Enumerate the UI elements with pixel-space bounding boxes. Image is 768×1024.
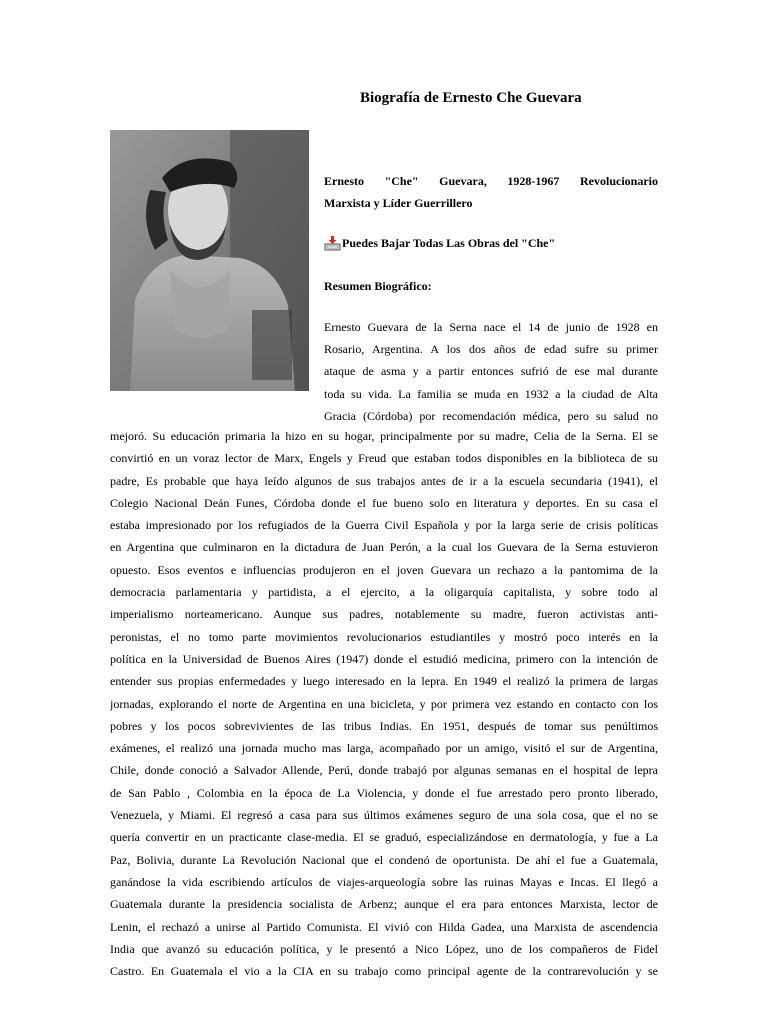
text-line: opuesto. Esos eventos e influencias produjeron en el joven Guevara un rechazo a la pantomima de la	[110, 562, 658, 577]
text-line: ataque de asma y a partir entonces sufrió de ese mal durante	[324, 364, 658, 379]
text-line: exámenes, el realizó una jornada mucho mas larga, acompañado por un amigo, visitó el sur de Argentina,	[110, 741, 658, 756]
text-line: jornadas, explorando el norte de Argentina en una bicicleta, y por primera vez estando en contacto con los	[110, 696, 658, 711]
text-line: Colegio Nacional Deán Funes, Córdoba donde el fue bueno solo en literatura y deportes. En su casa el	[110, 495, 658, 510]
summary-label: Resumen Biográfico:	[324, 279, 432, 293]
text-line: Castro. En Guatemala el vio a la CIA en su trabajo como principal agente de la contrarevolución y se	[110, 964, 658, 979]
text-line: Paz, Bolivia, durante La Revolución Nacional que el condenó de oportunista. De ahí el fue a Guatemala,	[110, 852, 658, 867]
heading-line-1: Ernesto "Che" Guevara, 1928-1967 Revolucionario	[324, 174, 658, 188]
text-line: Ernesto Guevara de la Serna nace el 14 de junio de 1928 en	[324, 320, 658, 334]
text-line: Guatemala durante la presidencia socialista de Arbenz; aunque el era para entonces Marxista, lector de	[110, 897, 658, 912]
intro-paragraph	[324, 316, 658, 427]
text-line: India que avanzó su educación política, y le presentó a Nico López, uno de los compañeros de Fidel	[110, 941, 658, 956]
text-line: Lenin, el rechazó a unirse al Partido Comunista. El vivió con Hilda Gadea, una Marxista de ascendencia	[110, 919, 658, 934]
download-link-text[interactable]: Puedes Bajar Todas Las Obras del "Che"	[342, 236, 556, 250]
text-line: toda su vida. La familia se muda en 1932 a la ciudad de Alta	[324, 386, 658, 401]
text-line: entender sus propias enfermedades y luego interesado en la lepra. En 1949 el realizó la primera de largas	[110, 674, 658, 689]
body-paragraph	[110, 425, 658, 982]
text-line: de San Pablo , Colombia en la época de La Violencia, y donde el fue arrestado pero pronto liberado,	[110, 785, 658, 800]
text-line: Rosario, Argentina. A los dos años de edad sufre su primer	[324, 342, 658, 357]
text-line: padre, Es probable que haya leído algunos de sus trabajos antes de ir a la escuela secundaria (1941), el	[110, 473, 658, 488]
text-line: pobres y los pocos sobrevivientes de las tribus Indias. En 1951, después de tomar sus penúltimos	[110, 718, 658, 733]
text-line: quería convertir en un practicante clase-media. El se graduó, especializándose en dermatología, y fue a La	[110, 830, 658, 845]
download-works-link[interactable]	[324, 236, 555, 251]
text-line: estaba impresionado por los refugiados de la Guerra Civil Española y por la larga serie de crisis políticas	[110, 518, 658, 533]
text-line: Gracia (Córdoba) por recomendación médica, pero su salud no	[324, 408, 658, 423]
text-line: mejoró. Su educación primaria la hizo en su hogar, principalmente por su madre, Celia de la Serna. El se	[110, 429, 658, 443]
article-heading	[324, 170, 658, 214]
text-line: democracia parlamentaria y partidista, a el ejercito, a la oligarquía capitalista, y sobre todo al	[110, 585, 658, 600]
text-line: convirtió en un voraz lector de Marx, Engels y Freud que estaban todos disponibles en la biblioteca de su	[110, 451, 658, 466]
heading-line-2: Marxista y Líder Guerrillero	[324, 196, 473, 211]
download-file-icon	[324, 236, 341, 251]
text-line: Venezuela, y Miami. El regresó a casa para sus últimos exámenes seguro de una sola cosa, que el no se	[110, 808, 658, 823]
text-line: imperialismo norteamericano. Aunque sus padres, notablemente su madre, fueron activistas anti-	[110, 607, 658, 622]
text-line: Chile, donde conoció a Salvador Allende, Perú, donde trabajó por algunas semanas en el hospital de lepra	[110, 763, 658, 778]
text-line: ganándose la vida escribiendo artículos de viajes-arqueología sobre las ruinas Mayas e Incas. El llegó a	[110, 874, 658, 889]
text-line: política en la Universidad de Buenos Aires (1947) donde el estudió medicina, primero con la intención de	[110, 651, 658, 666]
page-title: Biografía de Ernesto Che Guevara	[360, 90, 582, 106]
text-line: en Argentina que culminaron en la dictadura de Juan Perón, a la cual los Guevara de la Serna estuvieron	[110, 540, 658, 555]
text-line: peronistas, el no tomo parte movimientos revolucionarios estudiantiles y mostró poco interés en la	[110, 629, 658, 644]
portrait-photo	[110, 130, 309, 391]
